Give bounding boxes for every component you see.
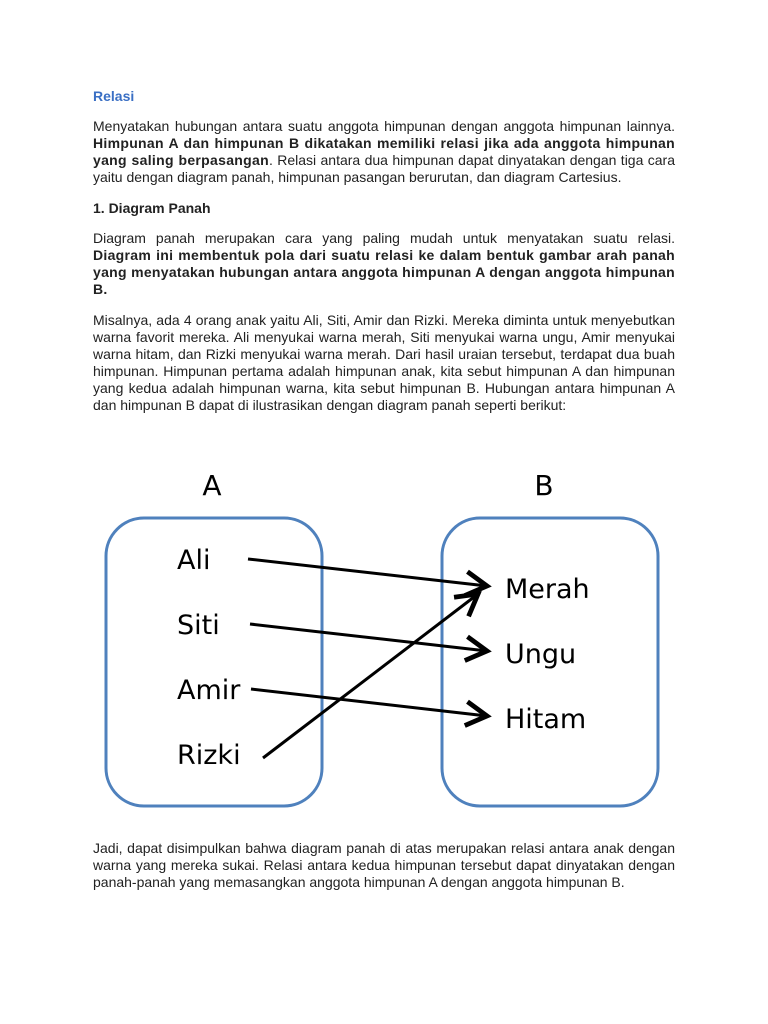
conclusion-section xyxy=(93,840,675,905)
example-paragraph: Misalnya, ada 4 orang anak yaitu Ali, Siti, Amir dan Rizki. Mereka diminta untuk menyebutkan warna favorit mereka. Ali menyukai warna merah, Siti menyukai warna ungu, Amir menyukai warna hitam, dan Rizki menyukai warna merah. Dari hasil uraian tersebut, terdapat dua buah himpunan. Himpunan pertama adalah himpunan anak, kita sebut himpunan A dan himpunan yang kedua adalah himpunan warna, kita sebut himpunan B. Hubungan antara himpunan A dan himpunan B dapat di ilustrasikan dengan diagram panah seperti berikut: xyxy=(93,312,675,413)
definition-bold-text: Diagram ini membentuk pola dari suatu relasi ke dalam bentuk gambar arah panah yang menyatakan hubungan antara anggota himpunan A dengan anggota himpunan B. xyxy=(93,247,675,297)
set-b-member-merah: Merah xyxy=(505,574,590,605)
set-a-member-siti: Siti xyxy=(177,610,220,641)
arrow-siti-to-ungu xyxy=(250,624,487,651)
set-a-label: A xyxy=(202,469,222,502)
intro-paragraph xyxy=(93,118,675,186)
arrow-amir-to-hitam xyxy=(251,689,487,716)
conclusion-paragraph: Jadi, dapat disimpulkan bahwa diagram panah di atas merupakan relasi antara anak dengan warna yang mereka sukai. Relasi antara kedua himpunan tersebut dapat dinyatakan dengan panah-panah yang memasangkan anggota himpunan A dengan anggota himpunan B. xyxy=(93,840,675,890)
set-b-member-hitam: Hitam xyxy=(505,704,587,735)
page-title: Relasi xyxy=(93,88,135,104)
diagram-definition-paragraph xyxy=(93,230,675,298)
set-a-member-amir: Amir xyxy=(177,675,241,706)
intro-bold-definition: Himpunan A dan himpunan B dikatakan memiliki relasi jika ada anggota himpunan yang saling berpasangan xyxy=(93,135,675,168)
set-a-member-rizki: Rizki xyxy=(177,740,241,771)
intro-text-start: Menyatakan hubungan antara suatu anggota himpunan dengan anggota himpunan lainnya. xyxy=(93,118,675,134)
arrow-ali-to-merah xyxy=(248,559,487,586)
arrow-diagram xyxy=(93,462,675,820)
definition-text-start: Diagram panah merupakan cara yang paling mudah untuk menyatakan suatu relasi. xyxy=(93,230,675,246)
arrow-rizki-to-merah xyxy=(263,594,478,758)
set-a-member-ali: Ali xyxy=(177,545,211,576)
document-body xyxy=(93,88,675,428)
set-b-member-ungu: Ungu xyxy=(505,639,577,670)
section-heading-diagram-panah: 1. Diagram Panah xyxy=(93,200,211,216)
set-b-label: B xyxy=(534,469,554,502)
intro-text-end: . Relasi antara dua himpunan dapat dinyatakan dengan tiga cara yaitu dengan diagram panah, himpunan pasangan berurutan, dan diagram Cartesius. xyxy=(93,152,675,185)
arrow-diagram-figure xyxy=(93,462,675,820)
